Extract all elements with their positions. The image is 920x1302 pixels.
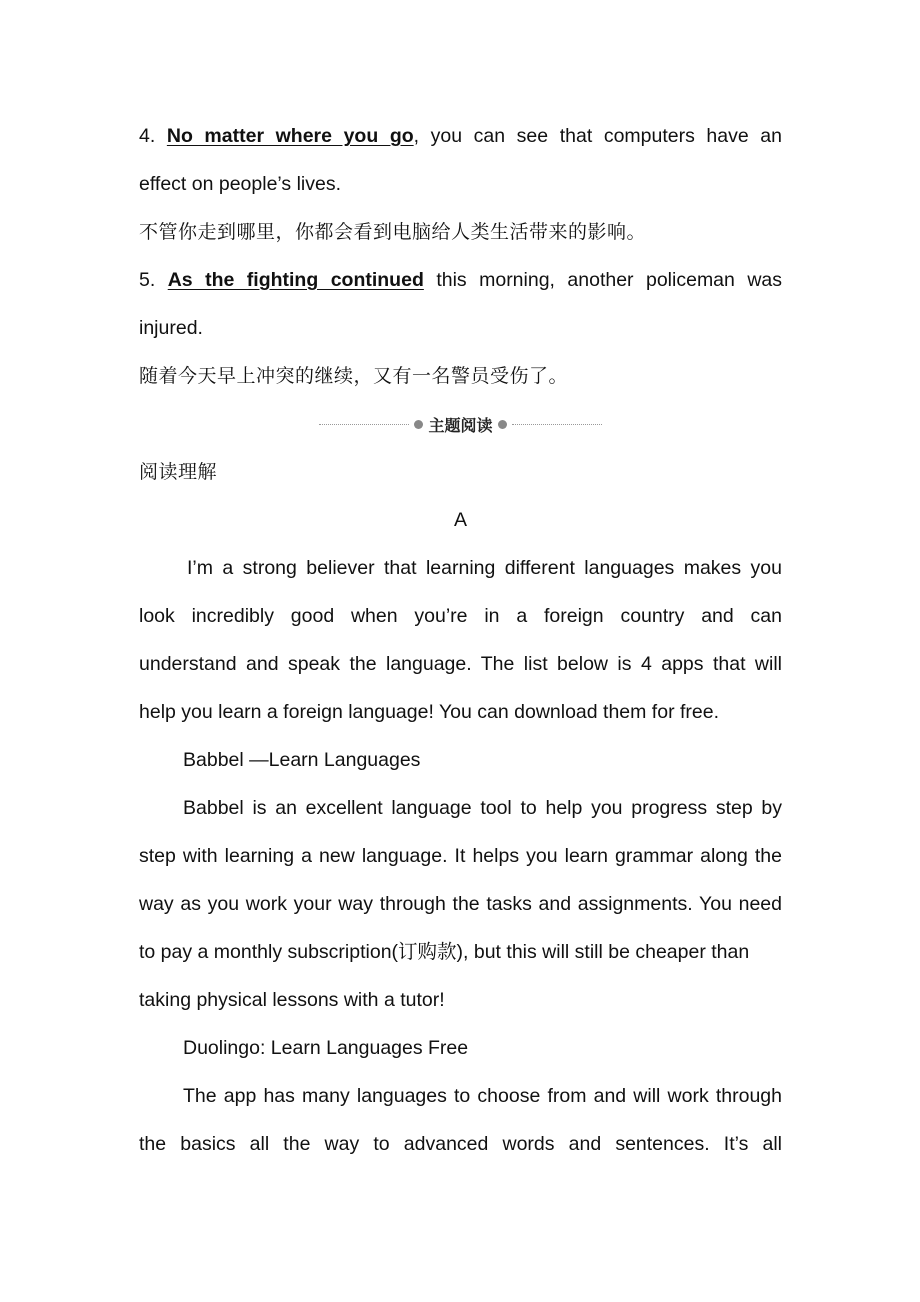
exercise-number: 4. — [139, 125, 156, 147]
app-title-babbel: Babbel —Learn Languages — [183, 749, 421, 771]
section-divider — [139, 400, 782, 448]
exercise-4-line-2: effect on people’s lives. — [139, 173, 341, 195]
section-divider-label: 主题阅读 — [428, 415, 493, 435]
passage-label: A — [453, 509, 467, 531]
app-description-line: the basics all the way to advanced words and sentences. It’s all — [139, 1133, 782, 1155]
divider-rule-right — [512, 424, 602, 425]
document-page — [139, 112, 782, 1168]
exercise-4-translation: 不管你走到哪里，你都会看到电脑给人类生活带来的影响。 — [139, 221, 647, 243]
app-title-duolingo: Duolingo: Learn Languages Free — [183, 1037, 469, 1059]
divider-dot-right-icon — [498, 420, 507, 429]
exercise-5-line-1 — [139, 256, 782, 304]
exercise-text: this morning, another policeman was — [436, 269, 782, 291]
exercise-answer: As the fighting continued — [167, 269, 424, 291]
exercise-text: , you can see that computers have an — [413, 125, 782, 147]
section-heading: 阅读理解 — [139, 461, 218, 483]
app-description-line: way as you work your way through the tasks and assignments. You need — [139, 893, 782, 915]
exercise-5-line-2: injured. — [139, 317, 203, 339]
app-description-line: taking physical lessons with a tutor! — [139, 989, 445, 1011]
exercise-5-translation: 随着今天早上冲突的继续，又有一名警员受伤了。 — [139, 365, 569, 387]
app-description-line: step with learning a new language. It helps you learn grammar along the — [139, 845, 782, 867]
passage-intro-line: look incredibly good when you’re in a foreign country and can — [139, 605, 782, 627]
passage-intro-line: I’m a strong believer that learning different languages makes you — [187, 557, 782, 579]
exercise-number: 5. — [139, 269, 156, 291]
app-description-line: to pay a monthly subscription(订购款), but this will still be cheaper than — [139, 941, 750, 963]
passage-intro-line: help you learn a foreign language! You can download them for free. — [139, 701, 720, 723]
passage-intro-line: understand and speak the language. The list below is 4 apps that will — [139, 653, 782, 675]
app-description-line: Babbel is an excellent language tool to help you progress step by — [183, 797, 782, 819]
divider-rule-left — [319, 424, 409, 425]
exercise-answer: No matter where you go — [166, 125, 414, 147]
app-description-line: The app has many languages to choose from and will work through — [183, 1085, 782, 1107]
divider-dot-left-icon — [414, 420, 423, 429]
exercise-4-line-1 — [139, 112, 782, 160]
